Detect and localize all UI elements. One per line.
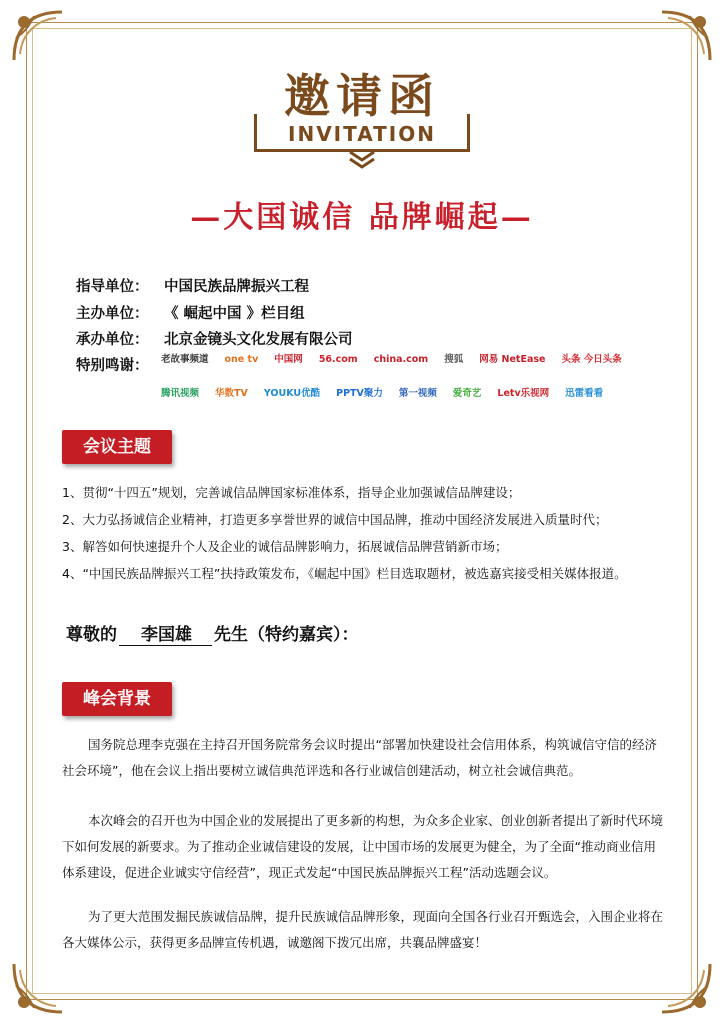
invitation-logo xyxy=(246,68,478,166)
corner-ornament-icon xyxy=(10,960,66,1016)
media-logo: 老故事频道 xyxy=(161,354,209,365)
corner-ornament-icon xyxy=(658,960,714,1016)
background-paragraph: 本次峰会的召开也为中国企业的发展提出了更多新的构想，为众多企业家、创业创新者提出了新时代环境下如何发展的新要求。为了推动企业诚信建设的发展，让中国市场的发展更为健全，为了全面“推动商业信用体系建设，促进企业诚实守信经营”，现正式发起“中国民族品牌振兴工程”活动选题会议。 xyxy=(62,813,664,880)
topic-item: 2、大力弘扬诚信企业精神，打造更多享誉世界的诚信中国品牌，推动中国经济发展进入质量时代； xyxy=(62,512,608,527)
organizer-thanks xyxy=(76,354,164,375)
greeting xyxy=(66,620,359,646)
organizer-guide xyxy=(76,275,309,296)
topic-item: 3、解答如何快速提升个人及企业的诚信品牌影响力，拓展诚信品牌营销新市场； xyxy=(62,539,508,554)
slogan: —大国诚信 品牌崛起— xyxy=(190,200,534,235)
guest-name: 李国雄 xyxy=(119,620,212,646)
section-title-background: 峰会背景 xyxy=(62,682,172,716)
background-paragraph: 国务院总理李克强在主持召开国务院常务会议时提出“部署加快建设社会信用体系，构筑诚信守信的经济社会环境”，他在会议上指出要树立诚信典范评选和各行业诚信创建活动，树立社会诚信典范。 xyxy=(62,737,657,778)
organizer-value: 《 崛起中国 》栏目组 xyxy=(164,306,305,322)
media-logo: YOUKU优酷 xyxy=(263,388,321,399)
section-title-topics: 会议主题 xyxy=(62,430,172,464)
organizer-label: 承办单位： xyxy=(76,332,149,348)
corner-ornament-icon xyxy=(10,8,66,64)
chevron-down-icon xyxy=(346,150,378,170)
media-logo: 腾讯视频 xyxy=(161,388,200,399)
organizer-undertaker xyxy=(76,328,353,349)
media-logo: PPTV聚力 xyxy=(336,388,383,399)
media-logo: 网易 NetEase xyxy=(479,354,546,365)
organizer-label: 特别鸣谢： xyxy=(76,358,149,374)
organizer-value: 北京金镜头文化发展有限公司 xyxy=(164,332,353,348)
organizer-value: 中国民族品牌振兴工程 xyxy=(164,279,309,295)
media-logo: 56.com xyxy=(318,354,358,365)
media-logo: one tv xyxy=(224,354,259,365)
greeting-suffix: 先生（特约嘉宾）： xyxy=(214,625,359,645)
media-logos-row xyxy=(158,386,606,402)
media-logo: china.com xyxy=(373,354,429,365)
media-logo: 爱奇艺 xyxy=(452,388,482,399)
topic-item: 1、贯彻“十四五”规划，完善诚信品牌国家标准体系，指导企业加强诚信品牌建设； xyxy=(62,485,521,500)
media-logo: 头条 今日头条 xyxy=(561,354,622,365)
media-logo: 迅雷看看 xyxy=(565,388,604,399)
media-logo: 第一视频 xyxy=(398,388,437,399)
greeting-prefix: 尊敬的 xyxy=(66,625,117,645)
logo-subtitle: INVITATION xyxy=(288,122,436,146)
media-logo: 华数TV xyxy=(215,388,248,399)
organizer-label: 主办单位： xyxy=(76,306,149,322)
organizer-host xyxy=(76,302,305,323)
media-logo: Letv乐视网 xyxy=(497,388,550,399)
organizer-label: 指导单位： xyxy=(76,279,149,295)
background-paragraph: 为了更大范围发掘民族诚信品牌，提升民族诚信品牌形象，现面向全国各行业召开甄选会，入围企业将在各大媒体公示，获得更多品牌宣传机遇，诚邀阁下拨冗出席，共襄品牌盛宴！ xyxy=(62,909,664,950)
corner-ornament-icon xyxy=(658,8,714,64)
media-logo: 中国网 xyxy=(274,354,303,365)
logo-title: 邀请函 xyxy=(284,69,440,123)
media-logos-row xyxy=(158,352,625,368)
topic-item: 4、“中国民族品牌振兴工程”扶持政策发布，《崛起中国》栏目选取题材，被选嘉宾接受相关媒体报道。 xyxy=(62,566,627,581)
media-logo: 搜狐 xyxy=(444,354,464,365)
